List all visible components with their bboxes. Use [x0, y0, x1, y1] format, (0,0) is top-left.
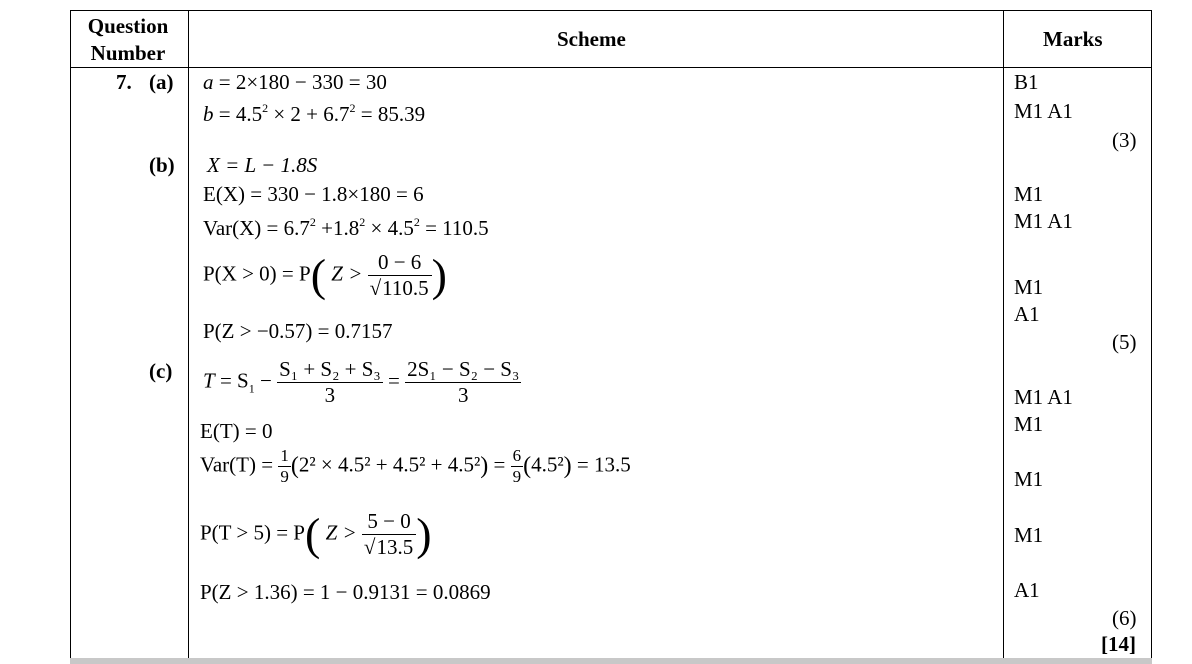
part-c-mark-1: M1 A1	[1014, 385, 1073, 409]
column-divider-2	[1003, 10, 1004, 664]
header-scheme: Scheme	[557, 27, 626, 51]
part-c-subtotal: (6)	[1112, 606, 1137, 630]
part-b-label: (b)	[149, 153, 175, 177]
question-number: 7.	[116, 70, 132, 94]
part-b-line-1: X = L − 1.8S	[207, 153, 318, 177]
footer-band	[70, 658, 1152, 664]
column-divider-1	[188, 10, 189, 664]
part-a-line-1: a = 2×180 − 330 = 30	[203, 70, 387, 94]
part-b-subtotal: (5)	[1112, 330, 1137, 354]
part-a-line-2: $b = 4.5^2 \times 2 + 6.7^2 = 85.39$	[203, 101, 426, 126]
part-c-line-2: E(T) = 0	[200, 419, 273, 443]
header-question-number: Question Number	[87, 14, 169, 65]
part-b-line-3: $Var(X) = 6.7^2 +1.8^2 \times 4.5^2 = 110.5$	[203, 215, 489, 240]
part-c-line-5: P(Z > 1.36) = 1 − 0.9131 = 0.0869	[200, 580, 491, 604]
part-b-mark-5: A1	[1014, 302, 1040, 326]
part-b-mark-3: M1 A1	[1014, 209, 1073, 233]
part-c-mark-3: M1	[1014, 467, 1044, 491]
header-marks: Marks	[1043, 27, 1103, 51]
part-c-label: (c)	[149, 359, 173, 383]
part-b-line-2: E(X) = 330 − 1.8×180 = 6	[203, 182, 424, 206]
part-a-label: (a)	[149, 70, 174, 94]
question-total: [14]	[1101, 632, 1136, 656]
part-c-mark-5: A1	[1014, 578, 1040, 602]
part-b-line-4: P(X > 0) = P( Z > $\frac{0 - 6}{√110.5}$ )	[203, 249, 447, 301]
part-c-mark-4: M1	[1014, 523, 1044, 547]
header-divider	[70, 67, 1152, 68]
part-c-line-3: Var(T) = $\frac{1}{9}$ (2² × 4.5² + 4.5² + 4.5²) = $\frac{6}{9}$ (4.5²) = 13.5	[200, 446, 631, 486]
part-a-mark-2: M1 A1	[1014, 99, 1073, 123]
part-b-line-5: P(Z > −0.57) = 0.7157	[203, 319, 393, 343]
part-c-line-1: $T = S_1$ − $\frac{\text{S₁ + S₂ + S₃}}{3}$ = $\frac{\text{2S₁ − S₂ − S₃}}{3}$	[203, 357, 520, 407]
part-a-mark-1: B1	[1014, 70, 1039, 94]
part-b-mark-4: M1	[1014, 275, 1044, 299]
part-a-subtotal: (3)	[1112, 128, 1137, 152]
part-c-line-4: P(T > 5) = P( Z > $\frac{5 - 0}{√13.5}$ )	[200, 508, 432, 560]
part-c-mark-2: M1	[1014, 412, 1044, 436]
part-b-mark-2: M1	[1014, 182, 1044, 206]
